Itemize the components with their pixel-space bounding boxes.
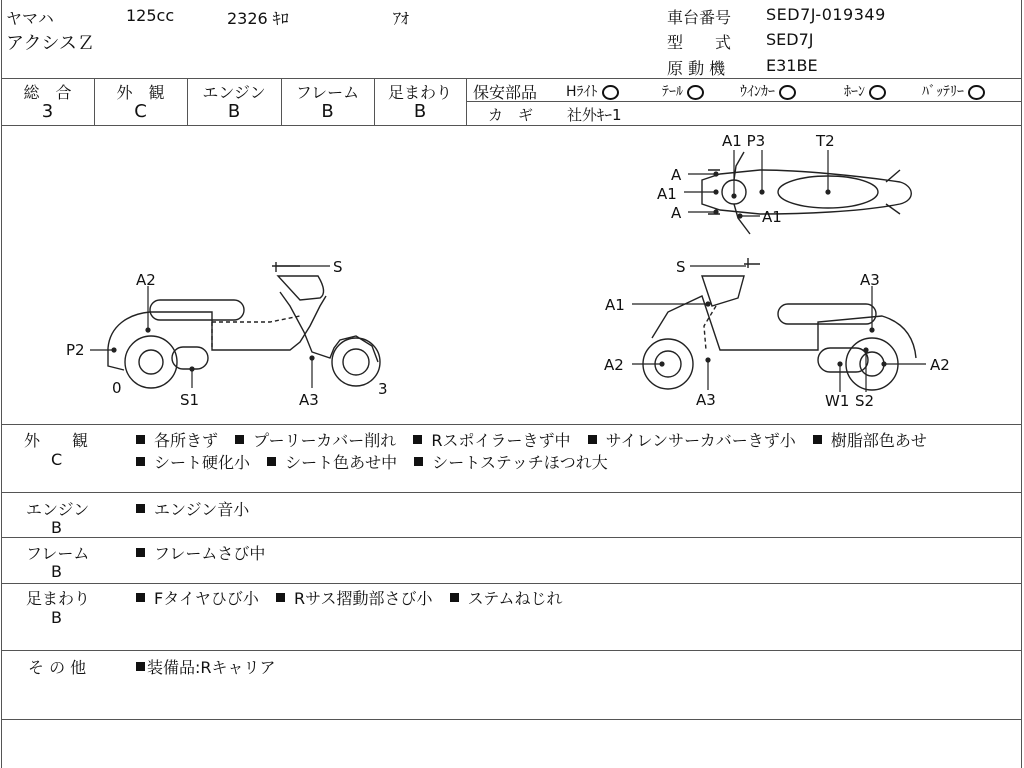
note-line-engine [136,497,261,520]
ok-circle-icon [779,85,796,100]
diagram-label-s2: S2 [855,392,875,410]
key-value: 社外ｷｰ1 [567,106,622,124]
bullet-square-icon [450,593,459,602]
notes-top-line [1,424,1022,425]
note-item: Fタイヤひび小 [154,589,259,608]
key-label: カ ギ [488,106,534,124]
mileage: 2326 ｷﾛ [227,9,289,28]
grade-value-exterior: C [134,101,147,122]
safety-divider [466,101,1022,102]
maker: ヤマハ [6,9,54,28]
diagram-label-zero: 0 [112,379,122,397]
diagram-label-s1: S1 [180,391,200,409]
diagram-label-a-bottom: A [671,204,682,222]
diagram-label-t2: T2 [816,132,835,150]
notes-divider [1,537,1022,538]
note-item: Rサス摺動部さび小 [293,589,433,608]
grade-value-overall: 3 [41,101,54,122]
note-grade-suspension: B [51,608,62,627]
bullet-square-icon [136,457,145,466]
safety-item-winker [740,81,796,101]
note-line-exterior-1 [136,428,939,451]
diagram-label-a1p3: A1 P3 [722,132,766,150]
type-value: SED7J [766,30,814,49]
diagram-label-three: 3 [378,380,388,398]
diagram-label-a2-rear: A2 [930,356,950,374]
note-item: シート色あせ中 [285,453,398,472]
bullet-square-icon [267,457,276,466]
note-item: サイレンサーカバーきず小 [605,431,796,450]
note-item: シートステッチほつれ大 [432,453,608,472]
bullet-square-icon [813,435,822,444]
diagram-label-a3-right: A3 [860,271,880,289]
note-line-other [136,655,288,678]
ok-circle-icon [602,85,619,100]
bullet-square-icon [136,435,145,444]
bullet-square-icon [136,504,145,513]
displacement: 125cc [126,6,175,25]
bullet-square-icon [276,593,285,602]
bullet-square-icon [136,662,145,671]
ok-circle-icon [968,85,985,100]
notes-divider [1,650,1022,651]
grade-label-frame: フレーム [295,83,360,102]
note-item: 各所きず [154,431,219,450]
note-section-exterior: 外 観 [24,431,89,450]
model-name: アクシスＺ [6,33,95,54]
safety-item-horn [844,81,886,101]
safety-item-tail [662,81,704,101]
note-item: プーリーカバー削れ [253,431,397,450]
note-section-engine: エンジン [26,500,90,519]
note-section-suspension: 足まわり [26,589,91,608]
note-grade-exterior: C [51,450,63,469]
note-grade-engine: B [51,518,62,537]
grade-value-engine: B [227,101,241,122]
grade-label-engine: エンジン [202,83,266,102]
note-grade-frame: B [51,562,62,581]
safety-item-label: ﾎｰﾝ [844,84,865,100]
bullet-square-icon [588,435,597,444]
diagram-label-a-top: A [671,166,682,184]
notes-divider [1,719,1022,720]
diagram-label-a2-front: A2 [604,356,624,374]
diagram-label-a2-left: A2 [136,271,156,289]
ok-circle-icon [687,85,704,100]
color: ｱｵ [393,9,410,28]
note-section-frame: フレーム [26,544,90,563]
scooter-top-view [702,152,911,234]
grade-value-frame: B [321,101,334,122]
safety-title: 保安部品 [473,83,538,102]
diagram-label-a3-bottom: A3 [696,391,716,409]
note-item: シート硬化小 [154,453,251,472]
note-section-other: そ の 他 [28,658,87,677]
safety-item-label: Hﾗｲﾄ [566,84,598,100]
safety-item-headlight [566,81,619,101]
note-item: フレームさび中 [154,544,266,563]
safety-item-label: ﾃｰﾙ [662,84,683,100]
engine-label: 原 動 機 [667,59,726,78]
note-item: エンジン音小 [154,500,250,519]
frame-no: SED7J-019349 [766,5,886,24]
grade-label-overall: 総 合 [23,83,72,102]
note-line-exterior-2 [136,450,620,473]
safety-item-label: ｳｲﾝｶｰ [740,84,775,100]
safety-item-label: ﾊﾞｯﾃﾘｰ [922,84,964,100]
grade-label-exterior: 外 観 [116,83,165,102]
bullet-square-icon [136,548,145,557]
grade-value-suspension: B [413,101,427,122]
diagram-label-s-right: S [676,258,686,276]
note-item: 樹脂部色あせ [830,431,927,450]
diagram-label-a1-left-top: A1 [657,185,677,203]
bullet-square-icon [136,593,145,602]
notes-divider [1,583,1022,584]
notes-divider [1,492,1022,493]
type-label: 型 式 [667,33,732,52]
ok-circle-icon [869,85,886,100]
bullet-square-icon [235,435,244,444]
diagram-label-s-left: S [333,258,343,276]
diagram-label-a1-right: A1 [605,296,625,314]
note-item: 装備品:Rキャリア [147,658,276,677]
note-line-suspension [136,586,574,609]
grade-label-suspension: 足まわり [387,83,452,102]
note-line-frame [136,541,277,564]
damage-diagram [0,126,1024,424]
diagram-label-w1: W1 [825,392,850,410]
engine-value: E31BE [766,56,818,75]
diagram-label-p2: P2 [66,341,85,359]
diagram-label-a1-bottom: A1 [762,208,782,226]
frame-no-label: 車台番号 [667,8,732,27]
note-item: Rスポイラーきず中 [431,431,571,450]
diagram-label-a3-left: A3 [299,391,319,409]
bullet-square-icon [413,435,422,444]
grade-top-line [1,78,1022,79]
note-item: ステムねじれ [467,589,563,608]
bullet-square-icon [414,457,423,466]
safety-item-battery [922,81,985,101]
